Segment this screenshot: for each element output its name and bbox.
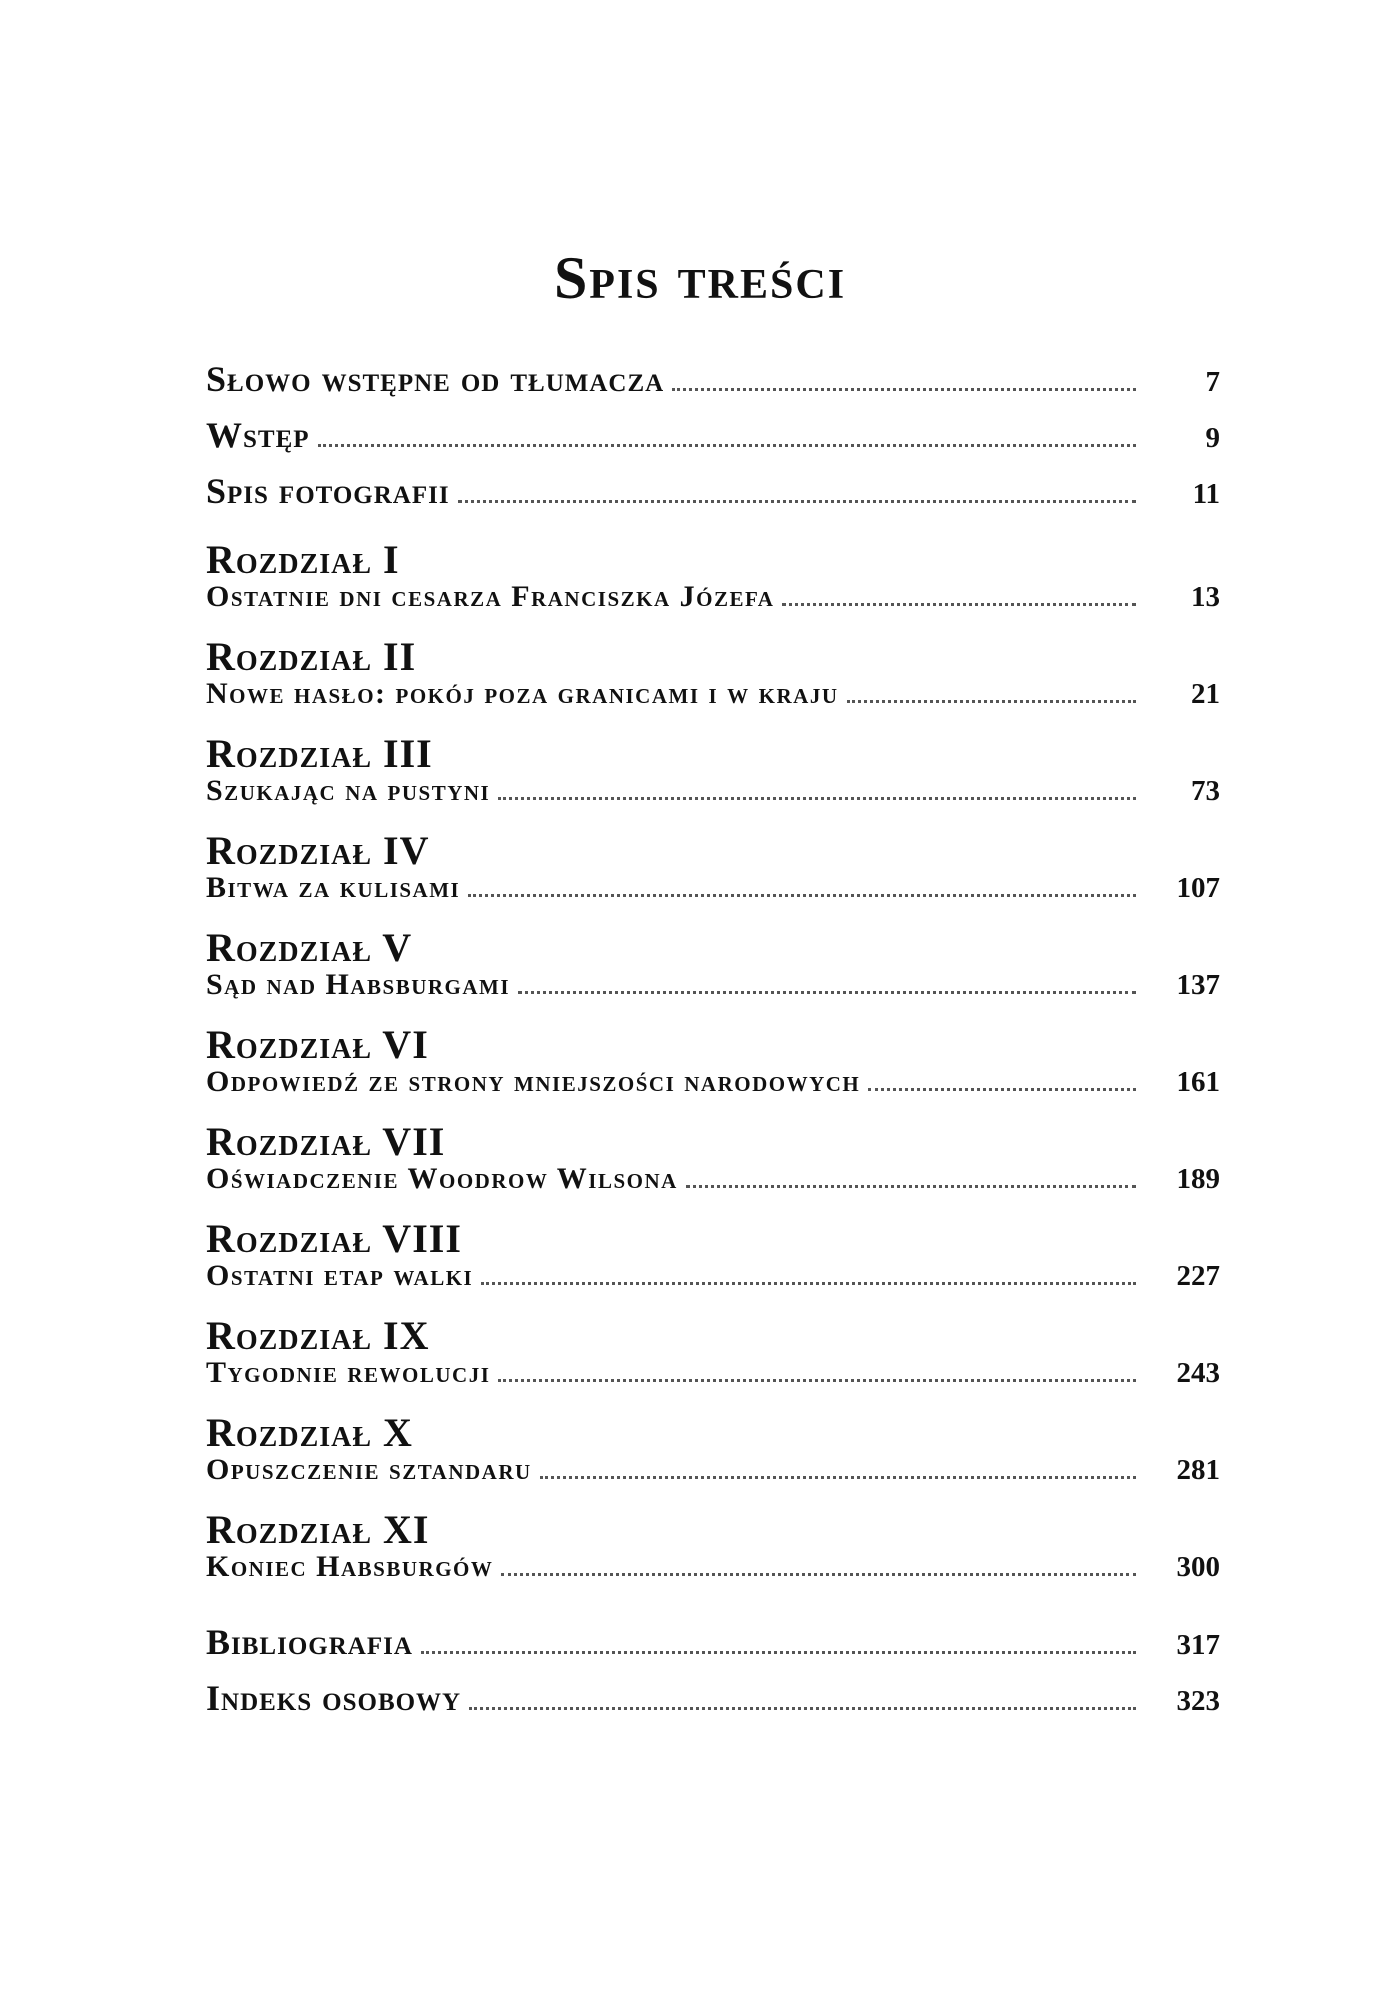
toc-entry-label: Bitwa za kulisami: [206, 871, 461, 904]
chapter-heading: Rozdział V: [206, 925, 413, 970]
chapter-heading: Rozdział VII: [206, 1119, 446, 1164]
toc-entry-page: 243: [1176, 1357, 1220, 1389]
toc-entry-page: 317: [1176, 1629, 1220, 1661]
dot-leader: [782, 603, 1136, 606]
toc-entry-translator-foreword[interactable]: [206, 358, 1220, 402]
toc-entry-page: 137: [1176, 969, 1220, 1001]
toc-entry-page: 189: [1176, 1163, 1220, 1195]
toc-entry-page: 13: [1191, 581, 1220, 613]
toc-entry-chapter-7[interactable]: [206, 1162, 1220, 1206]
dot-leader: [518, 991, 1136, 994]
chapter-heading: Rozdział IV: [206, 828, 430, 873]
chapter-heading: Rozdział VI: [206, 1022, 429, 1067]
toc-entry-label: Ostatnie dni cesarza Franciszka Józefa: [206, 580, 775, 613]
dot-leader: [481, 1282, 1136, 1285]
toc-entry-page: 323: [1176, 1685, 1220, 1717]
toc-entry-label: Bibliografia: [206, 1622, 413, 1662]
toc-entry-page: 300: [1176, 1551, 1220, 1583]
toc-entry-chapter-8[interactable]: [206, 1259, 1220, 1303]
toc-entry-chapter-3[interactable]: [206, 774, 1220, 818]
dot-leader: [868, 1088, 1136, 1091]
dot-leader: [318, 444, 1136, 447]
toc-entry-label: Nowe hasło: pokój poza granicami i w kraju: [206, 677, 839, 710]
chapter-heading: Rozdział XI: [206, 1507, 430, 1552]
dot-leader: [469, 1707, 1136, 1710]
toc-entry-chapter-10[interactable]: [206, 1453, 1220, 1497]
toc-entry-chapter-4[interactable]: [206, 871, 1220, 915]
toc-entry-page: 7: [1205, 366, 1220, 398]
toc-entry-label: Koniec Habsburgów: [206, 1550, 494, 1583]
toc-entry-chapter-2[interactable]: [206, 677, 1220, 721]
toc-entry-label: Sąd nad Habsburgami: [206, 968, 511, 1001]
dot-leader: [672, 388, 1136, 391]
toc-entry-chapter-5[interactable]: [206, 968, 1220, 1012]
toc-entry-chapter-1[interactable]: [206, 580, 1220, 624]
dot-leader: [498, 1379, 1136, 1382]
toc-entry-page: 21: [1191, 678, 1220, 710]
dot-leader: [540, 1476, 1136, 1479]
toc-entry-page: 161: [1176, 1066, 1220, 1098]
dot-leader: [421, 1651, 1136, 1654]
dot-leader: [686, 1185, 1136, 1188]
toc-entry-introduction[interactable]: [206, 414, 1220, 458]
toc-entry-page: 73: [1191, 775, 1220, 807]
dot-leader: [468, 894, 1136, 897]
toc-entry-label: Słowo wstępne od tłumacza: [206, 359, 665, 399]
toc-entry-chapter-9[interactable]: [206, 1356, 1220, 1400]
toc-entry-chapter-11[interactable]: [206, 1550, 1220, 1594]
toc-entry-label: Indeks osobowy: [206, 1678, 462, 1718]
chapter-heading: Rozdział I: [206, 537, 400, 582]
toc-entry-label: Opuszczenie sztandaru: [206, 1453, 532, 1486]
toc-entry-label: Oświadczenie Woodrow Wilsona: [206, 1162, 678, 1195]
page-title: Spis treści: [553, 245, 847, 311]
dot-leader: [847, 700, 1136, 703]
toc-entry-bibliography[interactable]: [206, 1621, 1220, 1665]
chapter-heading: Rozdział IX: [206, 1313, 430, 1358]
toc-entry-page: 227: [1176, 1260, 1220, 1292]
toc-entry-page: 9: [1205, 422, 1220, 454]
toc-entry-chapter-6[interactable]: [206, 1065, 1220, 1109]
toc-entry-label: Odpowiedź ze strony mniejszości narodowych: [206, 1065, 861, 1098]
toc-entry-label: Ostatni etap walki: [206, 1259, 474, 1292]
chapter-heading: Rozdział VIII: [206, 1216, 462, 1261]
toc-entry-label: Spis fotografii: [206, 471, 450, 511]
chapter-heading: Rozdział II: [206, 634, 417, 679]
toc-entry-photo-list[interactable]: [206, 470, 1220, 514]
toc-entry-page: 281: [1176, 1454, 1220, 1486]
dot-leader: [501, 1573, 1136, 1576]
chapter-heading: Rozdział III: [206, 731, 433, 776]
dot-leader: [498, 797, 1136, 800]
toc-entry-person-index[interactable]: [206, 1677, 1220, 1721]
toc-entry-label: Szukając na pustyni: [206, 774, 491, 807]
toc-entry-page: 11: [1192, 478, 1220, 510]
dot-leader: [458, 500, 1136, 503]
toc-entry-label: Tygodnie rewolucji: [206, 1356, 491, 1389]
toc-entry-label: Wstęp: [206, 415, 310, 455]
chapter-heading: Rozdział X: [206, 1410, 413, 1455]
toc-entry-page: 107: [1176, 872, 1220, 904]
